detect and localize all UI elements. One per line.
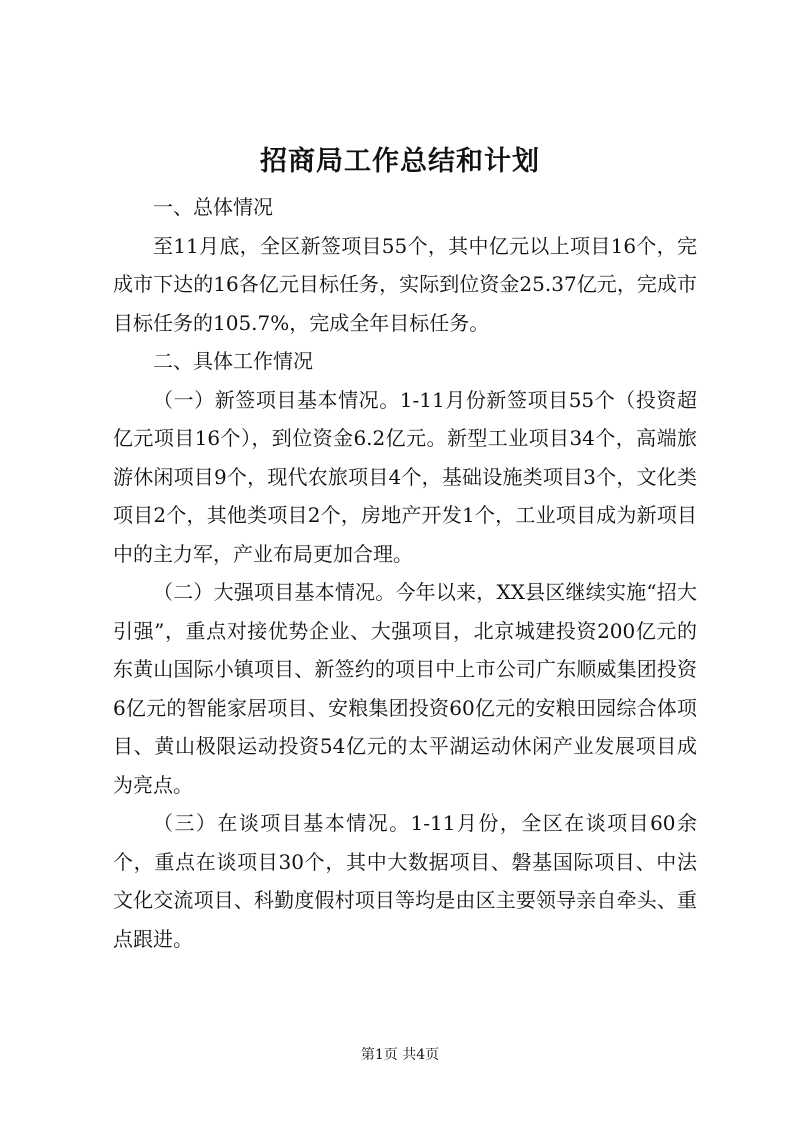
paragraph-negotiating-projects: （三）在谈项目基本情况。1-11月份，全区在谈项目60余个，重点在谈项目30个，其中大数据项目、磐基国际项目、中法文化交流项目、科勤度假村项目等均是由区主要领导亲自牵头、重点跟进。 [113, 811, 697, 951]
page-footer: 第1页 共4页 [360, 1047, 440, 1063]
document-title: 招商局工作总结和计划 [260, 146, 540, 177]
paragraph-overview: 至11月底，全区新签项目55个，其中亿元以上项目16个，完成市下达的16各亿元目标任务，实际到位资金25.37亿元，完成市目标任务的105.7%，完成全年目标任务。 [113, 233, 697, 335]
section-heading-overview: 一、总体情况 [153, 195, 273, 219]
document-body [113, 188, 697, 958]
section-heading-details: 二、具体工作情况 [153, 349, 313, 373]
paragraph-new-projects: （一）新签项目基本情况。1-11月份新签项目55个（投资超亿元项目16个），到位资金6.2亿元。新型工业项目34个，高端旅游休闲项目9个，现代农旅项目4个，基础设施类项目3个，文化类项目2个，其他类项目2个，房地产开发1个，工业项目成为新项目中的主力军，产业布局更加合理。 [113, 387, 697, 566]
paragraph-major-projects: （二）大强项目基本情况。今年以来，XX县区继续实施“招大引强”，重点对接优势企业、大强项目，北京城建投资200亿元的东黄山国际小镇项目、新签约的项目中上市公司广东顺威集团投资6亿元的智能家居项目、安粮集团投资60亿元的安粮田园综合体项目、黄山极限运动投资54亿元的太平湖运动休闲产业发展项目成为亮点。 [113, 580, 697, 797]
